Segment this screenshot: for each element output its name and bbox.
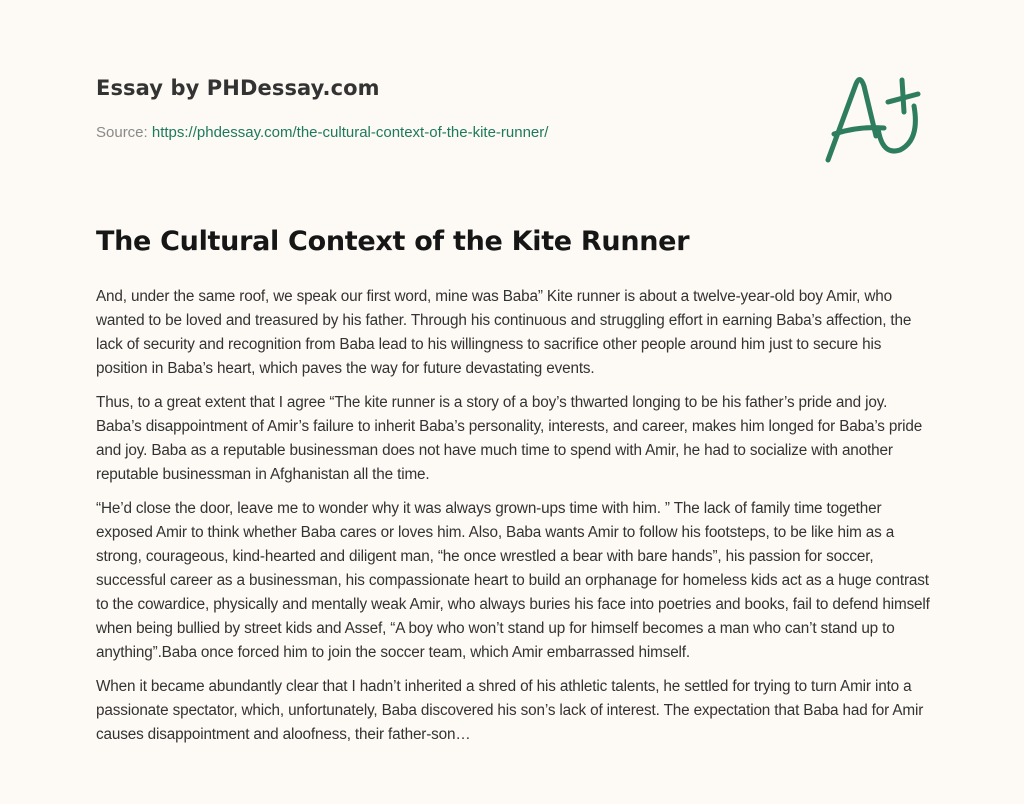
paragraph: “He’d close the door, leave me to wonder why it was always grown-ups time with him. ” The lack of family time together exposed Amir to think whether Baba cares or loves him. Also, Baba wants Amir to follow his footsteps, to be like him as a strong, courageous, kind-hearted and diligent man, “he once wrestled a bear with bare hands”, his passion for soccer, successful career as a businessman, his compassionate heart to build an orphanage for homeless kids act as a huge contrast to the cowardice, physically and mentally weak Amir, who always buries his face into poetries and books, fail to defend himself when being bullied by street kids and Assef, “A boy who won’t stand up for himself becomes a man who can’t stand up to anything”.Baba once forced him to join the soccer team, which Amir embarrassed himself.: [96, 500, 930, 661]
source-label: Source:: [96, 124, 148, 141]
page-header: [96, 0, 928, 200]
a-plus-grade-icon: [818, 66, 928, 166]
essay-page: [96, 0, 930, 743]
source-link[interactable]: https://phdessay.com/the-cultural-context-of-the-kite-runner/: [151, 124, 549, 141]
source-line: [96, 124, 548, 141]
article-body: [96, 285, 932, 757]
article-title: The Cultural Context of the Kite Runner: [96, 226, 690, 257]
paragraph: And, under the same roof, we speak our first word, mine was Baba” Kite runner is about a twelve-year-old boy Amir, who wanted to be loved and treasured by his father. Through his continuous and struggling effort in earning Baba’s affection, the lack of security and recognition from Baba lead to his willingness to sacrifice other people around him just to secure his position in Baba’s heart, which paves the way for future devastating events.: [96, 288, 912, 377]
paragraph: Thus, to a great extent that I agree “The kite runner is a story of a boy’s thwarted longing to be his father’s pride and joy. Baba’s disappointment of Amir’s failure to inherit Baba’s personality, interests, and career, makes him longed for Baba’s pride and joy. Baba as a reputable businessman does not have much time to spend with Amir, he had to socialize with another reputable businessman in Afghanistan all the time.: [96, 394, 923, 483]
paragraph: When it became abundantly clear that I hadn’t inherited a shred of his athletic talents, he settled for trying to turn Amir into a passionate spectator, which, unfortunately, Baba discovered his son’s lack of interest. The expectation that Baba had for Amir causes disappointment and aloofness, their father-son…: [96, 678, 924, 743]
brand-title: Essay by PHDessay.com: [96, 76, 380, 100]
